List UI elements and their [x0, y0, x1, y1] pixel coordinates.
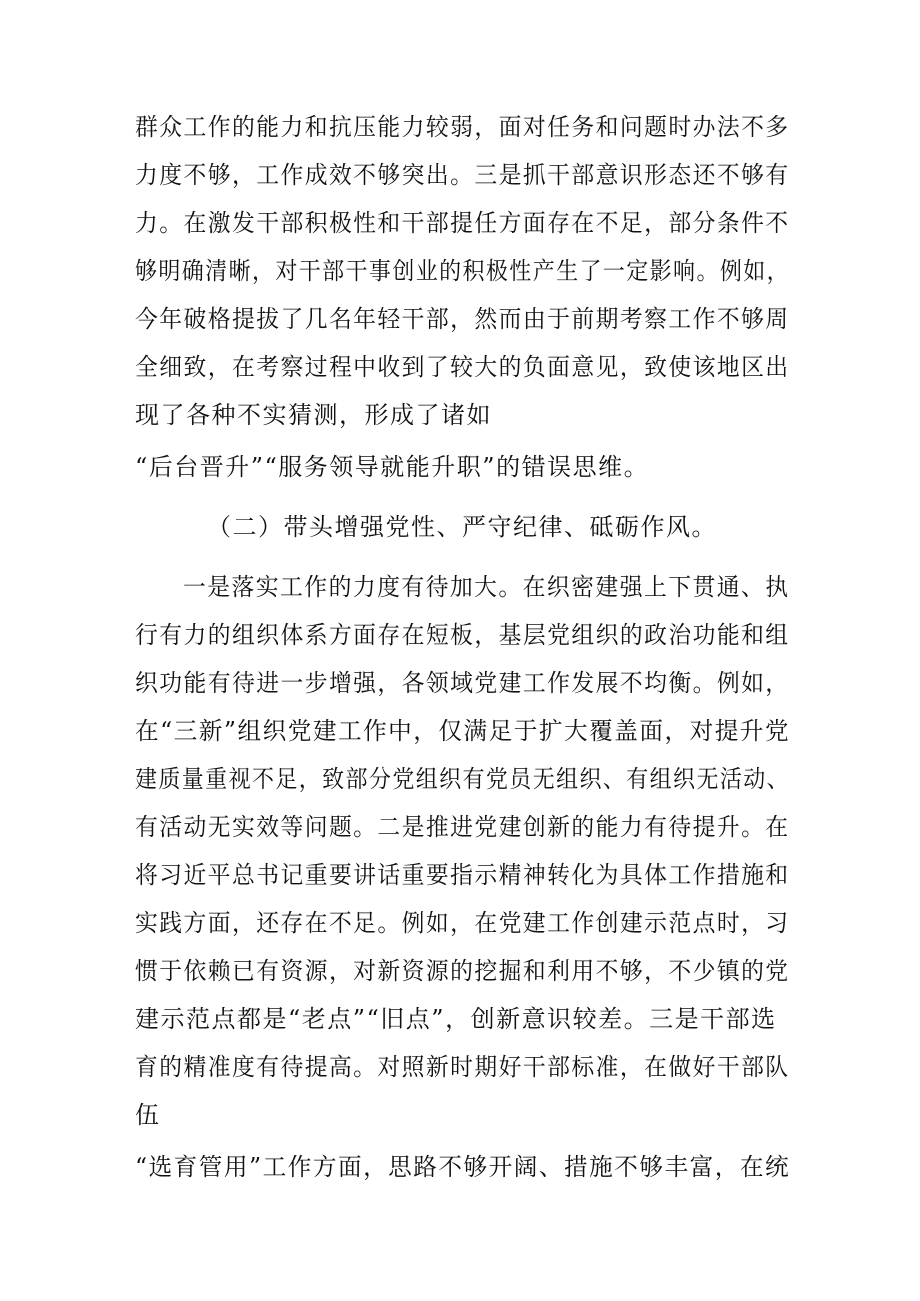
paragraph-line: 将习近平总书记重要讲话重要指示精神转化为具体工作措施和 [135, 861, 790, 889]
paragraph-line: 建示范点都是“老点”“旧点”，创新意识较差。三是干部选 [135, 1005, 777, 1033]
paragraph-line: 建质量重视不足，致部分党组织有党员无组织、有组织无活动、 [135, 765, 791, 793]
paragraph-line: 群众工作的能力和抗压能力较弱，面对任务和问题时办法不多 [135, 113, 790, 141]
paragraph-line: 有活动无实效等问题。二是推进党建创新的能力有待提升。在 [135, 813, 790, 841]
paragraph-line: 一是落实工作的力度有待加大。在织密建强上下贯通、执 [183, 573, 790, 601]
paragraph-line: 全细致，在考察过程中收到了较大的负面意见，致使该地区出 [135, 353, 790, 381]
paragraph-line: 今年破格提拔了几名年轻干部，然而由于前期考察工作不够周 [135, 305, 790, 333]
paragraph-line: 惯于依赖已有资源，对新资源的挖掘和利用不够，不少镇的党 [135, 957, 790, 985]
paragraph-line: 行有力的组织体系方面存在短板，基层党组织的政治功能和组 [135, 621, 790, 649]
paragraph-line: 实践方面，还存在不足。例如，在党建工作创建示范点时，习 [135, 909, 790, 937]
paragraph-line: 育的精准度有待提高。对照新时期好干部标准，在做好干部队 [135, 1053, 790, 1081]
paragraph-line: 力。在激发干部积极性和干部提任方面存在不足，部分条件不 [135, 209, 790, 237]
paragraph-line: 力度不够，工作成效不够突出。三是抓干部意识形态还不够有 [135, 161, 790, 189]
paragraph-line: “选育管用”工作方面，思路不够开阔、措施不够丰富，在统 [135, 1153, 791, 1181]
paragraph-line: 织功能有待进一步增强，各领域党建工作发展不均衡。例如， [135, 669, 790, 697]
paragraph-line: 在“三新”组织党建工作中，仅满足于扩大覆盖面，对提升党 [135, 717, 791, 745]
paragraph-line: 够明确清晰，对干部干事创业的积极性产生了一定影响。例如， [135, 257, 791, 285]
paragraph-line: 伍 [135, 1101, 161, 1129]
paragraph-line: “后台晋升”“服务领导就能升职”的错误思维。 [135, 453, 650, 481]
paragraph-line: 现了各种不实猜测，形成了诸如 [135, 401, 492, 429]
section-heading: （二）带头增强党性、严守纪律、砥砺作风。 [207, 513, 717, 541]
